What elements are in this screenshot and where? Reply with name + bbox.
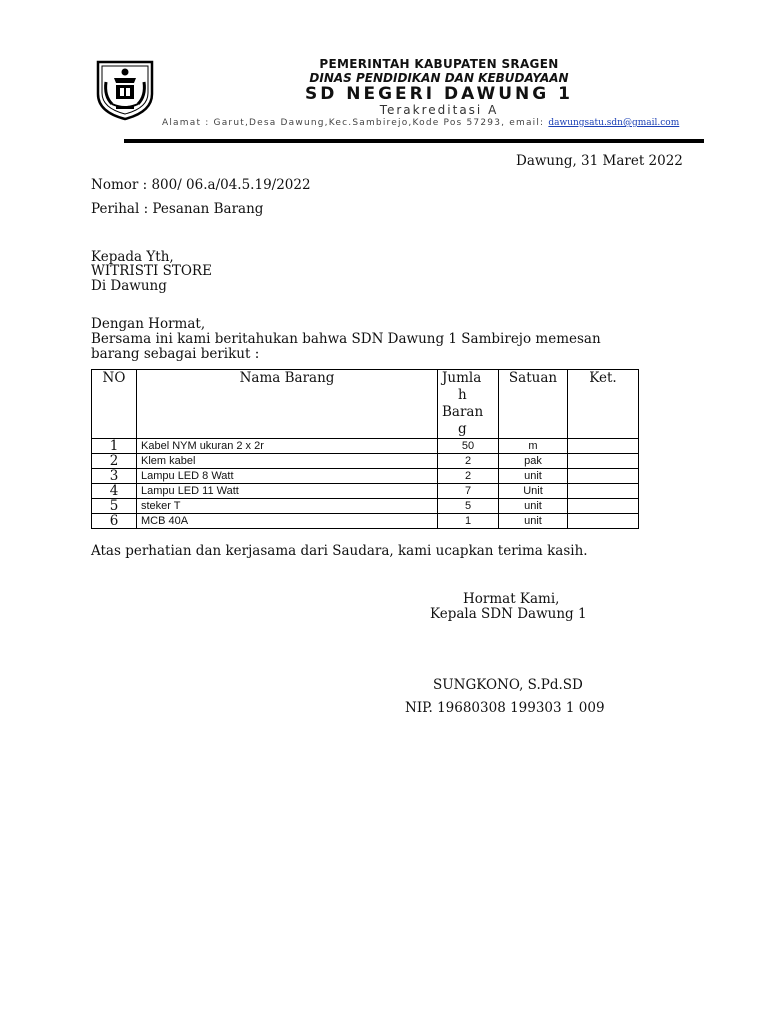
header-unit: Satuan [499,370,568,439]
row-unit: pak [499,454,568,469]
table-row [92,469,639,484]
accreditation-text: Terakreditasi A [379,103,499,117]
row-no: 5 [92,499,137,514]
agency-name: DINAS PENDIDIKAN DAN KEBUDAYAAN [309,71,569,85]
table-row [92,499,639,514]
school-address [162,118,679,128]
greeting: Dengan Hormat, [91,316,206,332]
government-name: PEMERINTAH KABUPATEN SRAGEN [319,57,559,71]
table-row [92,439,639,454]
intro-line-2: barang sebagai berikut : [91,346,260,362]
row-note [568,454,639,469]
row-note [568,469,639,484]
closing-sentence: Atas perhatian dan kerjasama dari Saudara, kami ucapkan terima kasih. [91,543,588,559]
row-no: 4 [92,484,137,499]
row-quantity: 50 [438,439,499,454]
recipient-salutation: Kepada Yth, [91,249,174,265]
row-unit: unit [499,514,568,529]
row-quantity: 2 [438,454,499,469]
header-note: Ket. [568,370,639,439]
row-unit: unit [499,499,568,514]
header-quantity-line-1: Jumla [442,370,482,386]
signature-closing: Hormat Kami, [463,591,560,607]
signer-name: SUNGKONO, S.Pd.SD [433,677,583,693]
header-quantity-line-3: Baran [442,404,484,420]
emblem-shield-icon [92,56,158,122]
school-name: SD NEGERI DAWUNG 1 [304,84,573,104]
header-no: NO [92,370,137,439]
row-note [568,499,639,514]
row-no: 1 [92,439,137,454]
letterhead-divider [124,139,704,143]
row-item-name: MCB 40A [137,514,438,529]
recipient-location: Di Dawung [91,278,167,294]
row-unit: Unit [499,484,568,499]
row-no: 6 [92,514,137,529]
header-item-name: Nama Barang [137,370,438,439]
row-no: 3 [92,469,137,484]
row-item-name: Lampu LED 8 Watt [137,469,438,484]
row-note [568,439,639,454]
table-row [92,484,639,499]
order-items-table [91,369,639,529]
row-quantity: 1 [438,514,499,529]
address-text: Alamat : Garut,Desa Dawung,Kec.Sambirejo,Kode Pos 57293, email: [162,118,549,128]
header-quantity [438,370,499,439]
signature-title: Kepala SDN Dawung 1 [430,606,587,622]
intro-line-1: Bersama ini kami beritahukan bahwa SDN Dawung 1 Sambirejo memesan [91,331,601,347]
table-row [92,454,639,469]
row-no: 2 [92,454,137,469]
row-quantity: 2 [438,469,499,484]
recipient-name: WITRISTI STORE [91,263,212,279]
row-item-name: Klem kabel [137,454,438,469]
email-link[interactable]: dawungsatu.sdn@gmail.com [548,118,680,128]
header-quantity-line-4: g [458,421,467,437]
row-unit: unit [499,469,568,484]
letter-date: Dawung, 31 Maret 2022 [516,153,683,169]
table-row [92,514,639,529]
table-header-row [92,370,639,439]
regency-emblem-logo [92,56,158,122]
row-quantity: 7 [438,484,499,499]
letter-subject: Perihal : Pesanan Barang [91,201,264,217]
row-note [568,514,639,529]
header-quantity-line-2: h [458,387,467,403]
row-item-name: steker T [137,499,438,514]
signer-nip: NIP. 19680308 199303 1 009 [405,700,605,716]
letter-number: Nomor : 800/ 06.a/04.5.19/2022 [91,177,311,193]
row-unit: m [499,439,568,454]
row-note [568,484,639,499]
row-item-name: Kabel NYM ukuran 2 x 2r [137,439,438,454]
row-quantity: 5 [438,499,499,514]
row-item-name: Lampu LED 11 Watt [137,484,438,499]
